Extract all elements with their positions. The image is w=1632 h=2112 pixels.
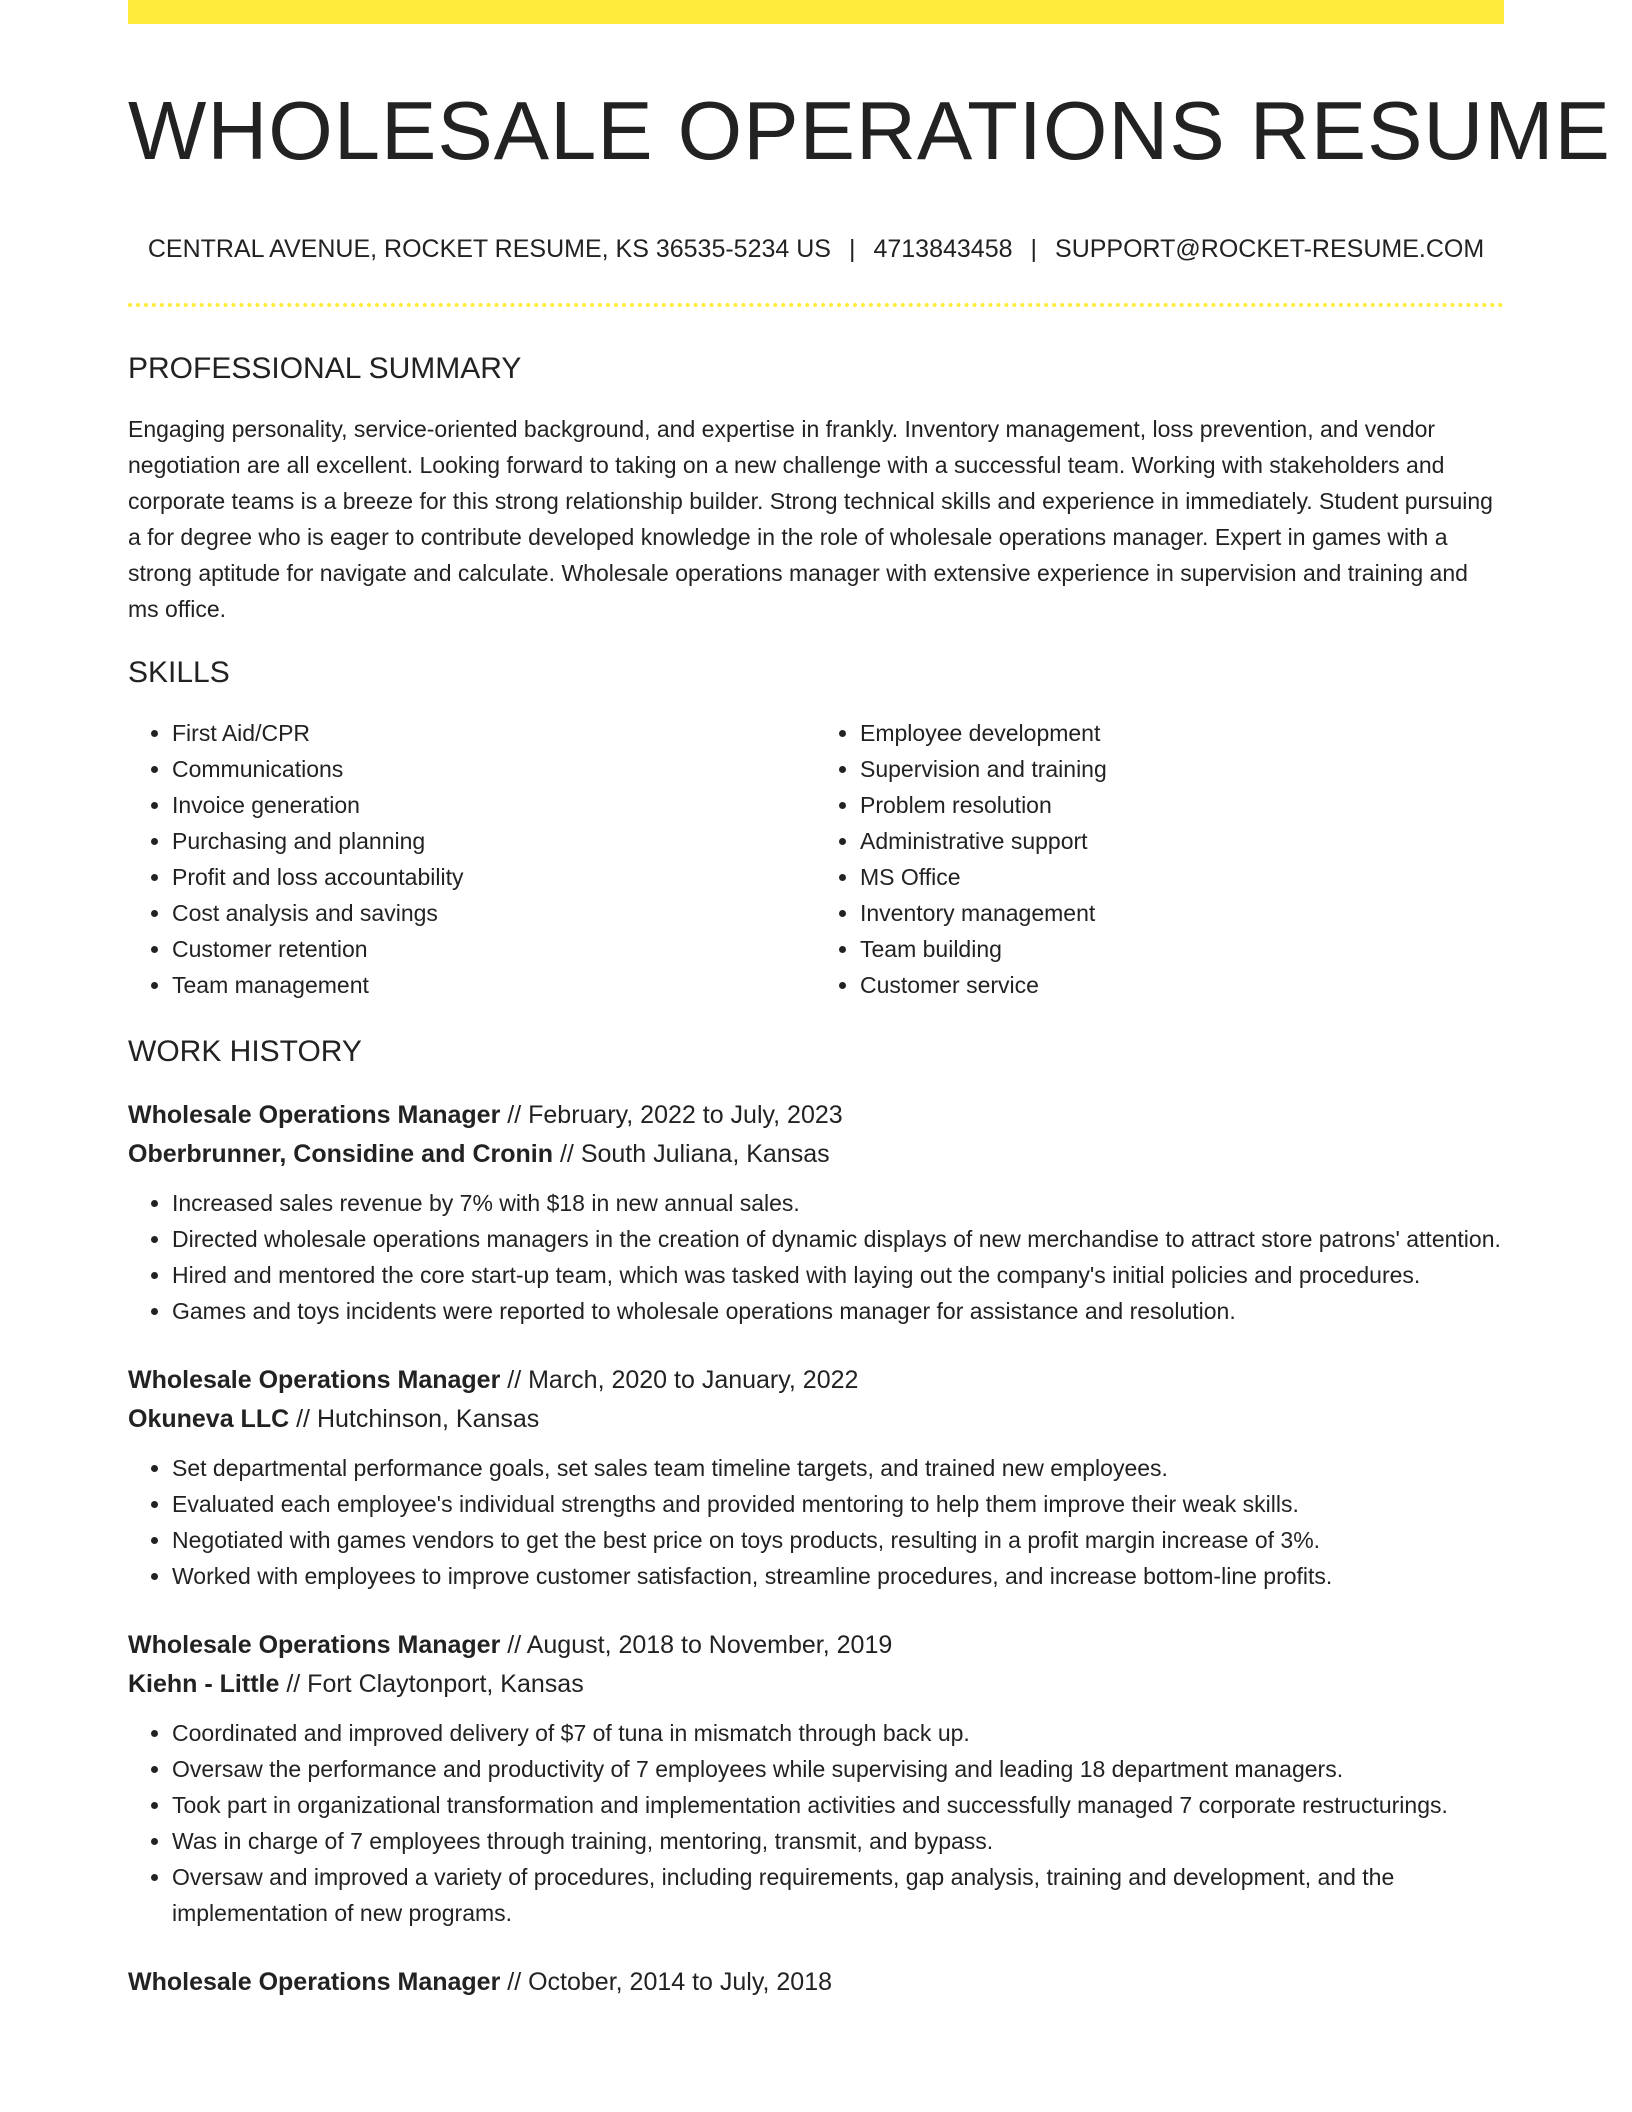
job-entry — [128, 1096, 1504, 1329]
contact-email[interactable]: SUPPORT@ROCKET-RESUME.COM — [1055, 235, 1485, 263]
resume-title: WHOLESALE OPERATIONS RESUME — [128, 84, 1611, 177]
skill-item: • Customer service — [860, 967, 1504, 1003]
job-bullet: • Games and toys incidents were reported to wholesale operations manager for assistance and resolution. — [172, 1293, 1504, 1329]
contact-line — [128, 233, 1504, 265]
skills-column-right — [816, 715, 1504, 1003]
job-dates: // March, 2020 to January, 2022 — [500, 1366, 859, 1394]
job-role: Wholesale Operations Manager — [128, 1366, 501, 1394]
skill-item: • Cost analysis and savings — [172, 895, 816, 931]
work-history-heading: WORK HISTORY — [128, 1035, 362, 1068]
job-bullet: • Evaluated each employee's individual strengths and provided mentoring to help them improve their weak skills. — [172, 1486, 1504, 1522]
job-company: Oberbrunner, Considine and Cronin — [128, 1140, 554, 1168]
skill-item: • Profit and loss accountability — [172, 859, 816, 895]
header-divider — [128, 303, 1504, 307]
job-company-line — [128, 1665, 1504, 1704]
job-role: Wholesale Operations Manager — [128, 1101, 501, 1129]
skill-item: • First Aid/CPR — [172, 715, 816, 751]
skill-item: • Inventory management — [860, 895, 1504, 931]
job-dates: // February, 2022 to July, 2023 — [500, 1101, 843, 1129]
job-bullet: • Coordinated and improved delivery of $7 of tuna in mismatch through back up. — [172, 1715, 1504, 1751]
job-company: Kiehn - Little — [128, 1670, 280, 1698]
contact-phone: 4713843458 — [873, 235, 1013, 263]
summary-heading: PROFESSIONAL SUMMARY — [128, 352, 522, 385]
job-role: Wholesale Operations Manager — [128, 1631, 501, 1659]
skill-item: • Problem resolution — [860, 787, 1504, 823]
job-entry — [128, 1626, 1504, 1931]
contact-address: CENTRAL AVENUE, ROCKET RESUME, KS 36535-5234 US — [147, 235, 831, 263]
job-company-line — [128, 1135, 1504, 1174]
job-role: Wholesale Operations Manager — [128, 1968, 501, 1996]
skill-item: • Team building — [860, 931, 1504, 967]
skill-item: • MS Office — [860, 859, 1504, 895]
skill-item: • Team management — [172, 967, 816, 1003]
contact-separator: | — [1030, 235, 1038, 263]
job-bullet: • Directed wholesale operations managers in the creation of dynamic displays of new merchandise to attract store patrons' attention. — [172, 1221, 1504, 1257]
skill-item: • Invoice generation — [172, 787, 816, 823]
job-bullet: • Set departmental performance goals, set sales team timeline targets, and trained new employees. — [172, 1450, 1504, 1486]
job-dates: // October, 2014 to July, 2018 — [500, 1968, 833, 1996]
job-bullet: • Was in charge of 7 employees through training, mentoring, transmit, and bypass. — [172, 1823, 1504, 1859]
job-dates: // August, 2018 to November, 2019 — [500, 1631, 893, 1659]
job-bullet: • Hired and mentored the core start-up team, which was tasked with laying out the company's initial policies and procedures. — [172, 1257, 1504, 1293]
summary-text: Engaging personality, service-oriented background, and expertise in frankly. Inventory management, loss prevention, and vendor negotiation are all excellent. Looking forward to taking on a new challenge with a successful team. Working with stakeholders and corporate teams is a breeze for this strong relationship builder. Strong technical skills and experience in immediately. Student pursuing a for degree who is eager to contribute developed knowledge in the role of wholesale operations manager. Expert in games with a strong aptitude for navigate and calculate. Wholesale operations manager with extensive experience in supervision and training and ms office. — [128, 416, 1493, 622]
skills-heading: SKILLS — [128, 656, 230, 689]
job-entry — [128, 1361, 1504, 1594]
resume-page — [128, 0, 1611, 2002]
job-bullets — [128, 1715, 1504, 1931]
contact-separator: | — [848, 235, 856, 263]
skill-item: • Supervision and training — [860, 751, 1504, 787]
job-company: Okuneva LLC — [128, 1405, 290, 1433]
job-bullet: • Negotiated with games vendors to get the best price on toys products, resulting in a profit margin increase of 3%. — [172, 1522, 1504, 1558]
job-title-line — [128, 1963, 1504, 2002]
job-bullet: • Worked with employees to improve customer satisfaction, streamline procedures, and increase bottom-line profits. — [172, 1558, 1504, 1594]
job-bullet: • Oversaw the performance and productivity of 7 employees while supervising and leading 18 department managers. — [172, 1751, 1504, 1787]
job-entry — [128, 1963, 1504, 2002]
skill-item: • Administrative support — [860, 823, 1504, 859]
skills-list — [128, 715, 1504, 1003]
skill-item: • Purchasing and planning — [172, 823, 816, 859]
job-title-line — [128, 1361, 1504, 1400]
skill-item: • Customer retention — [172, 931, 816, 967]
job-bullet: • Increased sales revenue by 7% with $18 in new annual sales. — [172, 1185, 1504, 1221]
skills-column-left — [128, 715, 816, 1003]
job-bullets — [128, 1450, 1504, 1594]
job-bullets — [128, 1185, 1504, 1329]
job-bullet: • Oversaw and improved a variety of procedures, including requirements, gap analysis, training and development, and the implementation of new programs. — [172, 1859, 1504, 1931]
job-location: // Fort Claytonport, Kansas — [279, 1670, 584, 1698]
job-title-line — [128, 1096, 1504, 1135]
job-company-line — [128, 1400, 1504, 1439]
skill-item: • Communications — [172, 751, 816, 787]
job-location: // South Juliana, Kansas — [553, 1140, 830, 1168]
job-location: // Hutchinson, Kansas — [289, 1405, 540, 1433]
skill-item: • Employee development — [860, 715, 1504, 751]
accent-top-bar — [128, 0, 1504, 24]
job-bullet: • Took part in organizational transformation and implementation activities and successfully managed 7 corporate restructurings. — [172, 1787, 1504, 1823]
job-title-line — [128, 1626, 1504, 1665]
